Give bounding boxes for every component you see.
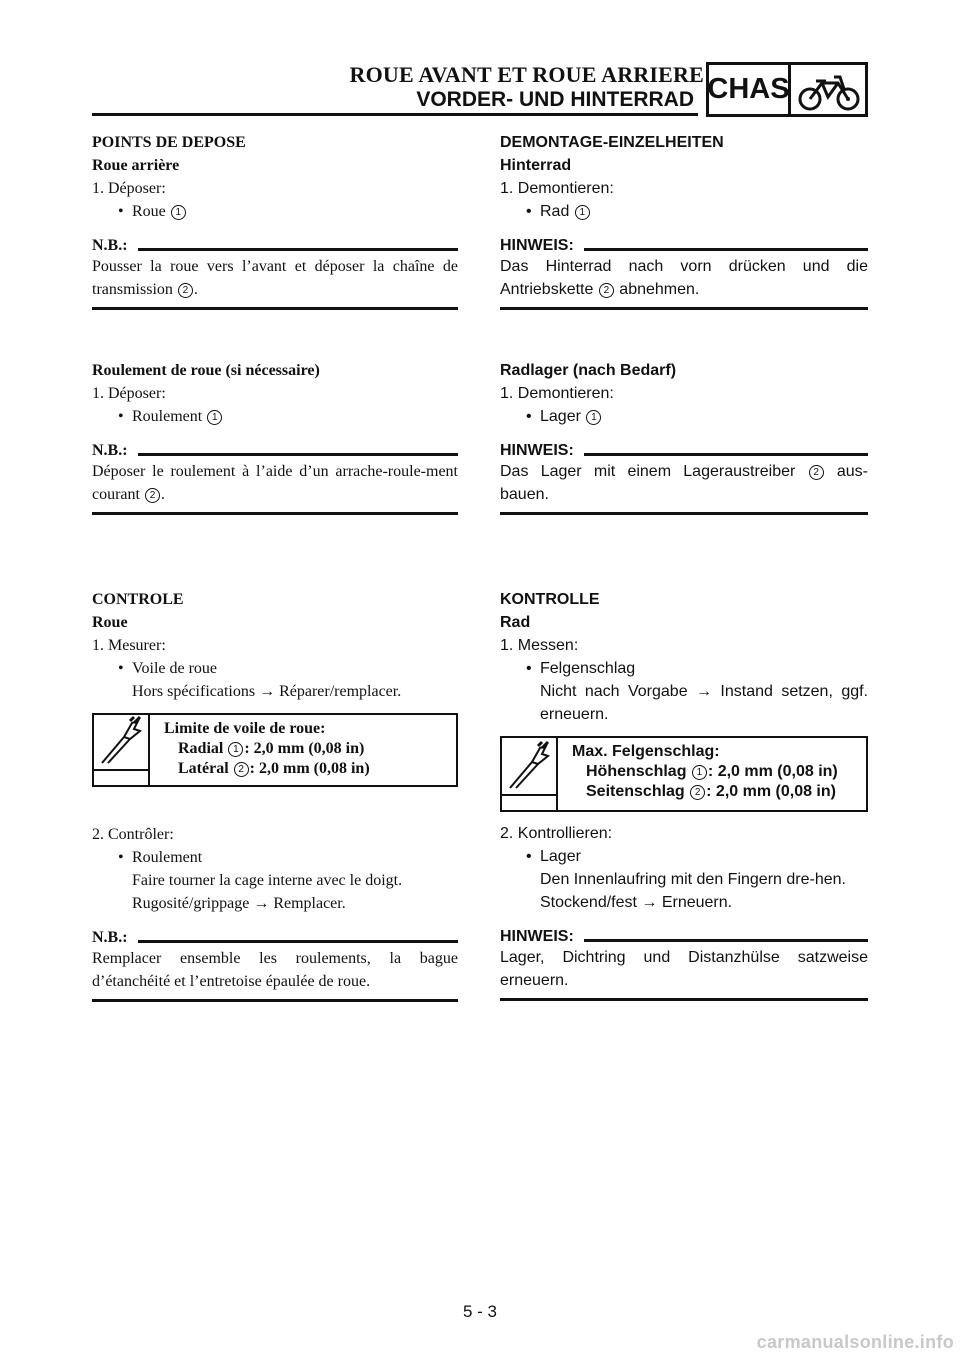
fr-section-bearing xyxy=(92,359,458,515)
de-section-check xyxy=(500,588,868,1001)
note-text: Das Hinterrad nach vorn drücken und die Antriebskette 2 abnehmen. xyxy=(500,258,868,298)
spec-line: Höhenschlag 1 : 2,0 mm (0,08 in) xyxy=(586,763,838,780)
fr-section-check xyxy=(92,588,458,1002)
list-item-detail: Stockend/fest → Erneuern. xyxy=(540,894,733,911)
page-title-de: VORDER- UND HINTERRAD xyxy=(416,88,694,111)
spec-line: Latéral 2 : 2,0 mm (0,08 in) xyxy=(178,760,370,777)
note-end-rule xyxy=(500,307,868,310)
subheading: Roulement de roue (si nécessaire) xyxy=(92,362,320,379)
wrench-icon xyxy=(94,715,150,785)
step: 1. Déposer: xyxy=(92,180,166,197)
subheading: Roue xyxy=(92,614,128,631)
list-item: • Roulement xyxy=(92,846,458,869)
spec-box xyxy=(92,713,458,787)
list-item-detail: Faire tourner la cage interne avec le doigt. xyxy=(132,872,403,889)
note-header: N.B.: xyxy=(92,923,458,947)
callout-number: 1 xyxy=(207,410,222,425)
header-rule xyxy=(92,113,698,116)
page-number: 5 - 3 xyxy=(462,1302,498,1321)
list-item-detail: Nicht nach Vorgabe → Instand setzen, ggf. erneuern. xyxy=(540,683,868,723)
callout-number: 1 xyxy=(586,410,601,425)
list-item-detail: Den Innenlaufring mit den Fingern dre-hen. xyxy=(540,871,846,888)
section-heading: KONTROLLE xyxy=(500,591,600,608)
spec-box xyxy=(500,736,868,812)
spec-title: Limite de voile de roue: xyxy=(164,720,326,737)
spec-line: Seitenschlag 2 : 2,0 mm (0,08 in) xyxy=(586,783,836,800)
note-text: Remplacer ensemble les roulements, la bague d’étanchéité et l’entretoise épaulée de roue. xyxy=(92,950,458,990)
note-header: HINWEIS: xyxy=(500,922,868,946)
list-item: • Voile de roue xyxy=(92,657,458,680)
de-section-removal xyxy=(500,131,868,310)
wrench-icon xyxy=(502,738,558,810)
list-item: • Lager xyxy=(500,845,868,868)
section-heading: CONTROLE xyxy=(92,591,184,608)
section-code: CHAS xyxy=(709,65,791,114)
subheading: Rad xyxy=(500,614,531,631)
subheading: Radlager (nach Bedarf) xyxy=(500,362,677,379)
note-header: HINWEIS: xyxy=(500,231,868,255)
note-end-rule xyxy=(92,999,458,1002)
subheading: Roue arrière xyxy=(92,157,180,174)
note-end-rule xyxy=(500,512,868,515)
spec-line: Radial 1 : 2,0 mm (0,08 in) xyxy=(178,740,365,757)
list-item: • Roue 1 xyxy=(92,200,458,223)
watermark: carmanualsonline.info xyxy=(756,1332,954,1352)
callout-number: 1 xyxy=(575,205,590,220)
list-item: • Roulement 1 xyxy=(92,405,458,428)
list-item-detail: Rugosité/grippage → Remplacer. xyxy=(132,895,346,912)
subheading: Hinterrad xyxy=(500,157,572,174)
step: 1. Demontieren: xyxy=(500,180,614,197)
step: 1. Demontieren: xyxy=(500,385,614,402)
note-header: HINWEIS: xyxy=(500,436,868,460)
step: 1. Mesurer: xyxy=(92,637,166,654)
list-item: • Lager 1 xyxy=(500,405,868,428)
step: 1. Messen: xyxy=(500,637,579,654)
motorcycle-icon xyxy=(794,69,864,118)
section-heading: DEMONTAGE-EINZELHEITEN xyxy=(500,134,724,151)
fr-section-removal xyxy=(92,131,458,310)
note-end-rule xyxy=(92,307,458,310)
step: 2. Kontrollieren: xyxy=(500,825,613,842)
note-header: N.B.: xyxy=(92,436,458,460)
note-text: Das Lager mit einem Lageraustreiber 2 aus-bauen. xyxy=(500,463,868,503)
note-end-rule xyxy=(92,512,458,515)
page-title-fr: ROUE AVANT ET ROUE ARRIERE xyxy=(349,62,704,87)
callout-number: 1 xyxy=(171,205,186,220)
note-text: Lager, Dichtring und Distanzhülse satzweise erneuern. xyxy=(500,949,868,989)
section-heading: POINTS DE DEPOSE xyxy=(92,134,246,151)
list-item-detail: Hors spécifications → Réparer/remplacer. xyxy=(132,683,402,700)
step: 1. Déposer: xyxy=(92,385,166,402)
section-badge xyxy=(706,62,868,117)
spec-title: Max. Felgenschlag: xyxy=(572,743,720,760)
note-text: Déposer le roulement à l’aide d’un arrache-roule-ment courant 2 . xyxy=(92,463,458,503)
note-header: N.B.: xyxy=(92,231,458,255)
note-end-rule xyxy=(500,998,868,1001)
note-text: Pousser la roue vers l’avant et déposer la chaîne de transmission 2 . xyxy=(92,258,458,298)
step: 2. Contrôler: xyxy=(92,826,174,843)
de-section-bearing xyxy=(500,359,868,515)
list-item: • Felgenschlag xyxy=(500,657,868,680)
list-item: • Rad 1 xyxy=(500,200,868,223)
